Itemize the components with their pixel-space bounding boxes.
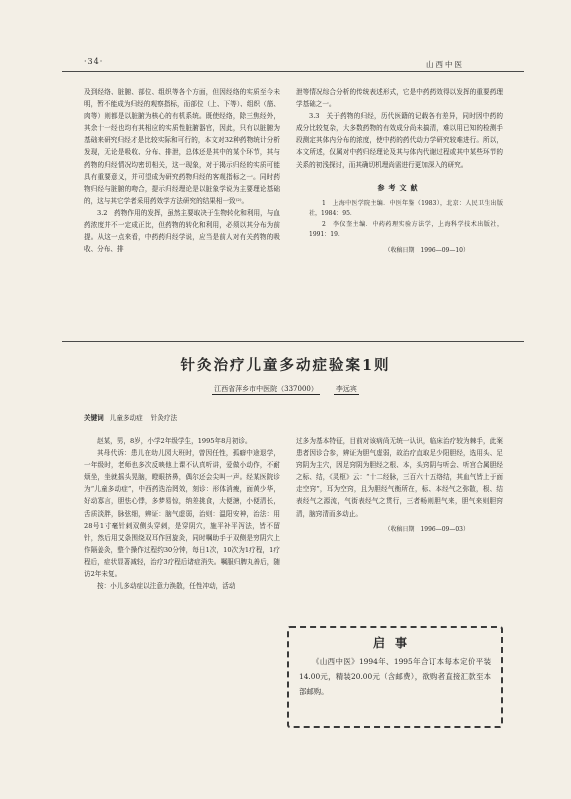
paragraph: 泄等情况综合分析的传统表述形式，它是中药药效得以发挥的重要药理学基础之一。 [296,88,503,109]
paragraph: 按：小儿多动症以注意力涣散，任性冲动，活动 [97,582,236,591]
top-right-column [296,86,503,257]
received-date: （收稿日期 1996—09—10） [384,246,469,254]
paragraph: 其母代诉：患儿在幼儿园大班时，曾因任性，孤癖中途退学，一年级时，老师也多次反映他上课不认真听讲，爱做小动作，不耐烦坐，坐就摇头晃脑，瞪眼挤鼻，偶尔还会尖叫一声。经某医院诊为“儿童多动症”，中西药迭治罔效，刻诊：形体消瘦，面黄少华，好动寡言，胆怯心悸，多梦易惊，纳差挑食，大便溏，小便清长，舌质淡胖，脉弦细，辨证：脑气虚弱，治则：温阳安神，治法：用28号1寸毫针刺双侧头穿刺，是穿阴穴，施平补平泻法，皆不留针，然后用艾条围绕双耳作回旋灸，同时嘱助手于双侧是穷阴穴上作隔姜灸，整个操作过程约30分钟，每日1次，10次为1疗程，1疗程后，症状显著减轻，治疗3疗程后诸症消失。嘱服归脾丸善后，随访2年未复。 [84,449,280,579]
article-title: 针灸治疗儿童多动症验案1则 [180,357,391,374]
received-date: （收稿日期 1996—09—03） [384,525,469,533]
affiliation-line [0,384,571,394]
keyword: 儿童多动症 [109,414,143,422]
top-left-column [84,86,280,255]
references-heading: 参考文献 [377,182,422,192]
keywords-label: 关键词 [84,414,104,422]
page-number: ·34· [84,57,104,66]
journal-name: 山西中医 [426,60,464,69]
keywords [84,412,185,422]
affiliation: 江西省萍乡市中医院（337000） [214,385,318,393]
paragraph: 及到经络、脏腑、部位、组织等各个方面，但因经络的实质至今未明，暂不能成为归经的观察指标，而部位（上、下等）、组织（筋、肉等）则都是以脏腑为核心的有机系统。既使经络，除三焦经外，其余十一经也均有其相应的实质性脏腑器官，因此，只有以脏腑为基础来研究归经才是比较实际和可行的，本文对32种药物统计分析发现，无论是吸收、分布、排泄，总体还是其中的某个环节，其与药物的归经情况均密切相关，这一现象，对于揭示归经的实质可能具有重要意义，并可望成为研究药物归经的客观指标之一。同时药物归经与脏腑的吻合，提示归经理论是以脏象学说为主要理论基础的，这与其它学者采用药效学方法研究的结果相一致⁽²⁾。 [84,88,280,205]
header-rule [62,71,524,72]
author-name: 李远宾 [335,385,357,393]
paragraph: 赵某，男，8岁，小学2年级学生，1995年8月初诊。 [97,437,252,445]
reference-item: 1 上海中医学院主编．中医年鉴（1983），北京：人民卫生出版社，1984：95． [309,199,503,218]
paragraph: 过多为基本特征，目前对该病尚无统一认识，临床治疗较为棘手，此案患者因诊合参，辨证为胆气虚弱，故治疗直取足少阳胆经，选用头、足窍阴为主穴，因足窍阴为胆经之根、本，头窍阴与听会、听宫合属胆经之标、结，《灵枢》云：“十二经脉，三百六十五络结，其血气皆上于面走空窍”，耳为空窍，且为胆经气衡所在，标、本经气之弥散，根、结表经气之源流，气街表经气之贯行，三者畅则胆气来，胆气来则胆窍清，脑窍清而多动止。 [296,437,503,518]
paragraph: 3.3 关于药物的归经，历代医籍的记载各有差异，同时因中药的成分比较复杂，大多数药物的有效成分尚未搞清，难以用已知的检测手段测定其体内分布的浓度，使中药的药代动力学研究较难进行。所以，本文所述，仅属对中药归经理论及其与体内代谢过程或其中某些环节的关系的初浅探讨，而其确切机理尚需进行更加深入的研究。 [296,112,503,169]
notice-body [289,651,501,699]
paragraph: 3.2 药物作用的发挥，虽然主要取决于生物转化和利用，与血药浓度并不一定成正比，但药物的转化和利用，必须以其分布为前提。从这一点来看，中药药归经学说，应当是前人对有关药物的吸收、分布、排 [84,208,280,254]
keyword: 针灸疗法 [150,414,178,422]
notice-box [287,626,503,728]
notice-title: 启事 [372,636,417,650]
bottom-right-column [296,435,503,536]
notice-text: 《山西中医》1994年、1995年合订本每本定价平装14.00元，精装20.00元（含邮费），欲购者直接汇款至本部邮购。 [299,657,491,696]
reference-item: 2 李仪奎主编．中药药理实验方法学，上海科学技术出版社，1991：19． [309,220,503,239]
bottom-left-column [84,435,280,592]
section-divider [62,341,524,342]
